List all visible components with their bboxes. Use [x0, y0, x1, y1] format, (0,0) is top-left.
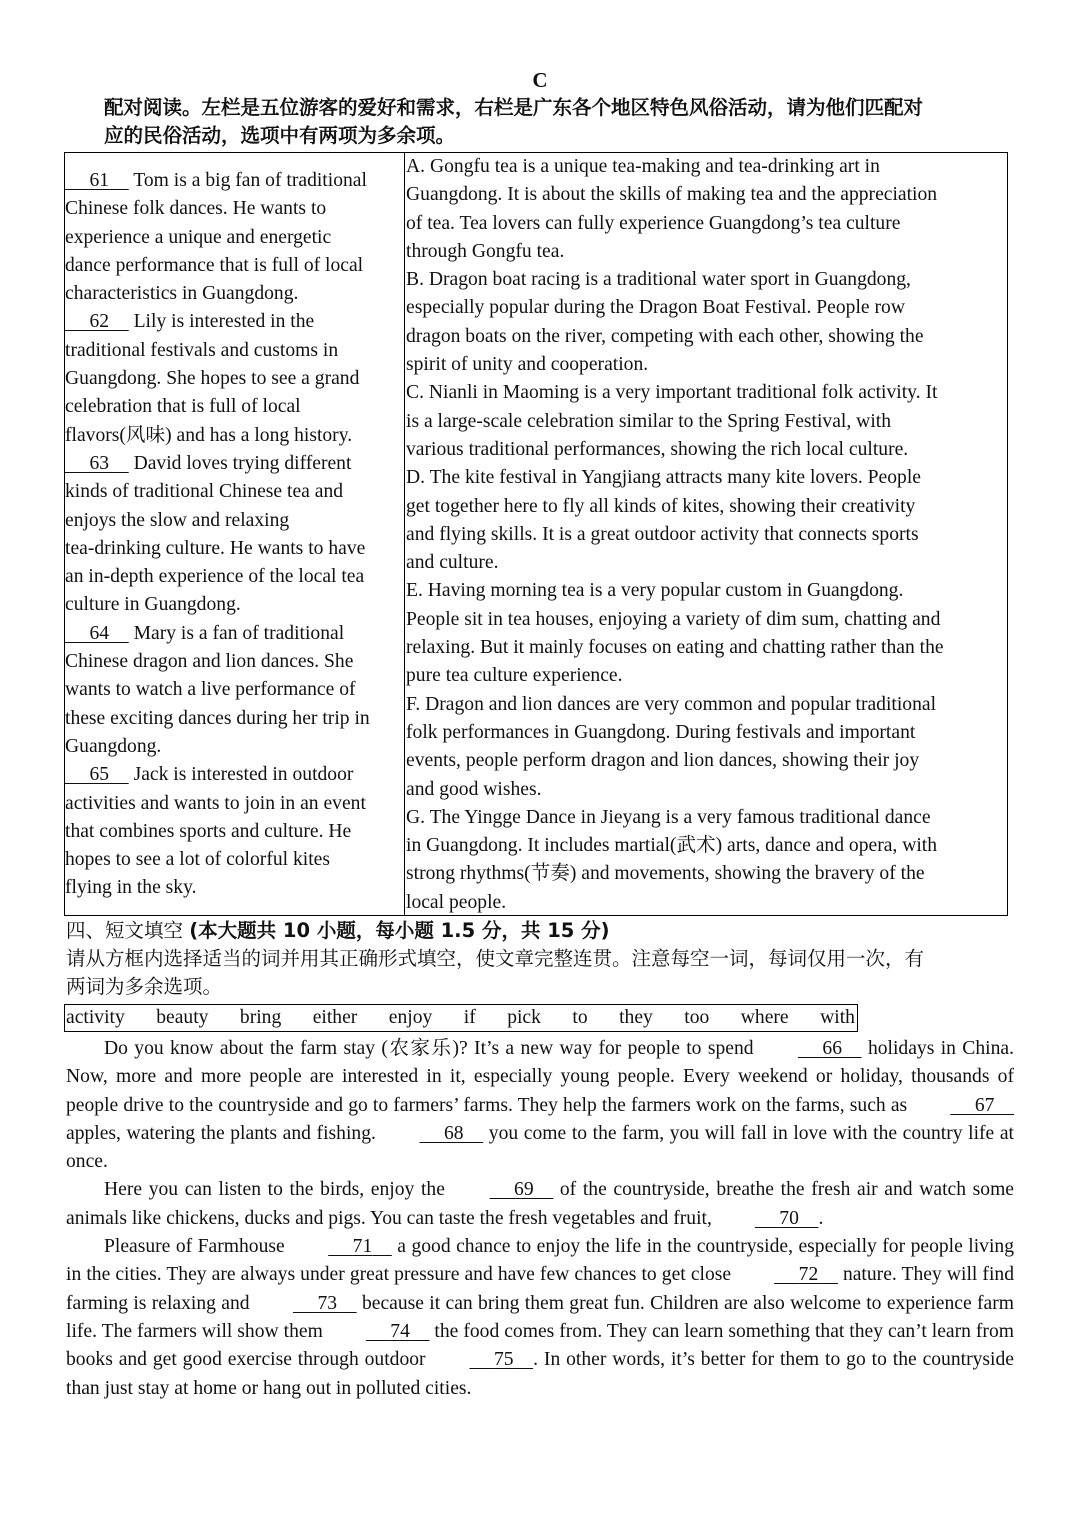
option-b: B. Dragon boat racing is a traditional water sport in Guangdong, especially popular during the Dragon Boat Festival. People row dragon boats on the river, competing with each other, showing the spirit of unity and cooperation.: [406, 269, 924, 376]
option-a: A. Gongfu tea is a unique tea-making and tea-drinking art in Guangdong. It is about the skills of making tea and the appreciation of tea. Tea lovers can fully experience Guangdong’s tea culture through Gongfu tea.: [406, 156, 938, 262]
visitor-item-65: 65 Jack is interested in outdoor activities and wants to join in an event that combines sports and culture. He hopes to see a lot of colorful kites flying in the sky.: [65, 761, 403, 902]
word-option: where: [740, 1007, 789, 1028]
word-option: too: [684, 1007, 710, 1028]
word-option: activity: [66, 1007, 125, 1028]
word-option: pick: [507, 1007, 541, 1028]
cloze-passage: [66, 1035, 1014, 1403]
matching-instructions-line-1: 配对阅读。左栏是五位游客的爱好和需求，右栏是广东各个地区特色风俗活动，请为他们匹配对: [104, 96, 924, 119]
cloze-blank-71[interactable]: 71: [352, 1236, 373, 1258]
option-c: C. Nianli in Maoming is a very important traditional folk activity. It is a large-scale celebration similar to the Spring Festival, with various traditional performances, showing the rich local culture.: [406, 382, 938, 460]
cloze-blank-68[interactable]: 68: [444, 1122, 464, 1144]
cloze-blank-72[interactable]: 72: [798, 1264, 819, 1286]
matching-instructions-line-2: 应的民俗活动，选项中有两项为多余项。: [104, 124, 456, 147]
visitor-item-62: 62 Lily is interested in the traditional festivals and customs in Guangdong. She hopes to see a grand celebration that is full of local flavors(风味) and has a long history.: [65, 308, 403, 449]
passage-paragraph-3: Pleasure of Farmhouse 71 a good chance to enjoy the life in the countryside, especially for people living in the cities. They are always under great pressure and have few chances to get close 72 nature. They will find farming is relaxing and 73 because it can bring them great fun. Children are also welcome to experience farm life. The farmers will show them 74 the food comes from. They can learn something that they can’t learn from books and get good exercise through outdoor 75 . In other words, it’s better for them to go to the countryside than just stay at home or hang out in polluted cities.: [66, 1233, 1014, 1403]
word-option: to: [572, 1007, 588, 1028]
cloze-blank-69[interactable]: 69: [514, 1179, 534, 1201]
answer-blank-63[interactable]: 63: [89, 452, 110, 474]
answer-blank-62[interactable]: 62: [89, 311, 110, 333]
cloze-instructions-line-1: 请从方框内选择适当的词并用其正确形式填空，使文章完整连贯。注意每空一词，每词仅用一次，有: [66, 947, 925, 970]
answer-blank-64[interactable]: 64: [89, 622, 110, 644]
visitor-needs-column: [65, 167, 403, 903]
option-f: F. Dragon and lion dances are very common and popular traditional folk performances in Guangdong. During festivals and important events, people perform dragon and lion dances, showing their joy and good wishes.: [406, 693, 937, 800]
visitor-item-64: 64 Mary is a fan of traditional Chinese dragon and lion dances. She wants to watch a live performance of these exciting dances during her trip in Guangdong.: [65, 620, 403, 761]
cloze-blank-67[interactable]: 67: [974, 1094, 995, 1116]
answer-blank-61[interactable]: 61: [89, 170, 110, 191]
folk-activities-column: [406, 153, 1006, 917]
passage-paragraph-2: Here you can listen to the birds, enjoy the 69 of the countryside, breathe the fresh air and watch some animals like chickens, ducks and pigs. You can taste the fresh vegetables and fruit, 70 .: [66, 1176, 1014, 1233]
cloze-blank-73[interactable]: 73: [317, 1292, 338, 1314]
visitor-item-63: 63 David loves trying different kinds of traditional Chinese tea and enjoys the slow and relaxing tea-drinking culture. He wants to have an in-depth experience of the local tea culture in Guangdong.: [65, 450, 403, 620]
visitor-item-61: 61 Tom is a big fan of traditional Chinese folk dances. He wants to experience a unique and energetic dance performance that is full of local characteristics in Guangdong.: [65, 167, 403, 308]
matching-table-divider: [404, 152, 405, 916]
cloze-blank-75[interactable]: 75: [493, 1349, 514, 1371]
passage-paragraph-1: Do you know about the farm stay (农家乐)? It’s a new way for people to spend 66 holidays in China. Now, more and more people are interested in it, especially young people. Every weekend or holiday, thousands of people drive to the countryside and go to farmers’ farms. They help the farmers work on the farms, such as 67 apples, watering the plants and fishing. 68 you come to the farm, you will fall in love with the country life at once.: [66, 1035, 1014, 1176]
option-e: E. Having morning tea is a very popular custom in Guangdong. People sit in tea houses, enjoying a variety of dim sum, chatting and relaxing. But it mainly focuses on eating and chatting rather than the pure tea culture experience.: [406, 580, 944, 687]
word-bank-box: [64, 1004, 858, 1032]
option-g: G. The Yingge Dance in Jieyang is a very famous traditional dance in Guangdong. It includes martial(武术) arts, dance and opera, with strong rhythms(节奏) and movements, showing the bravery of the local people.: [406, 806, 938, 913]
option-d: D. The kite festival in Yangjiang attracts many kite lovers. People get together here to fly all kinds of kites, showing their creativity and flying skills. It is a great outdoor activity that connects sports and culture.: [406, 467, 921, 574]
word-option: they: [619, 1007, 653, 1028]
word-option: enjoy: [388, 1007, 433, 1028]
answer-blank-65[interactable]: 65: [89, 764, 110, 786]
cloze-blank-66[interactable]: 66: [822, 1038, 842, 1059]
cloze-blank-74[interactable]: 74: [390, 1320, 410, 1342]
cloze-blank-70[interactable]: 70: [779, 1207, 799, 1229]
word-option: if: [463, 1007, 476, 1028]
word-option: bring: [239, 1007, 282, 1028]
word-option: either: [312, 1007, 358, 1028]
section-four-heading: 四、短文填空 (本大题共 10 小题，每小题 1.5 分，共 15 分): [66, 919, 610, 942]
word-option: beauty: [156, 1007, 209, 1028]
section-letter: C: [532, 68, 548, 92]
word-option: with: [820, 1007, 855, 1028]
cloze-instructions-line-2: 两词为多余选项。: [66, 975, 223, 998]
